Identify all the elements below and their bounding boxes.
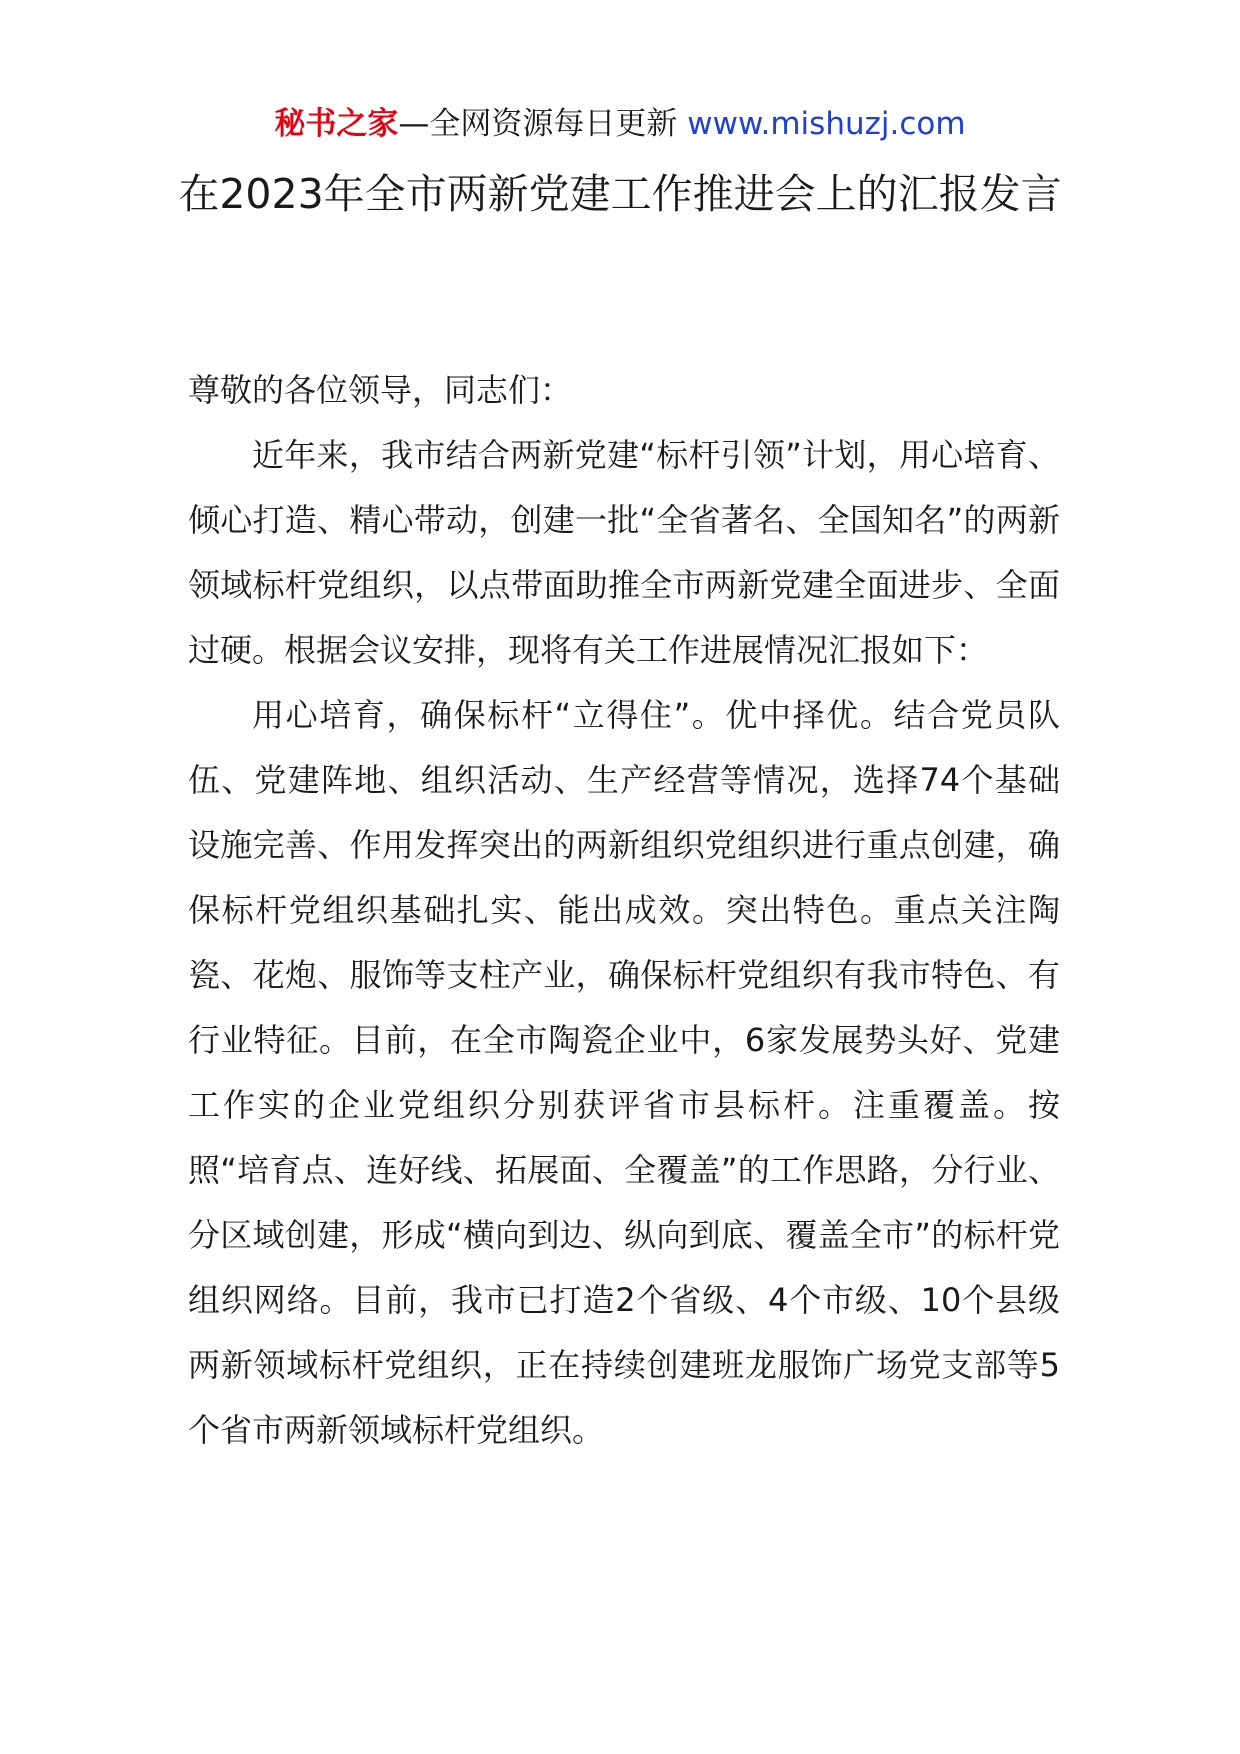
document-body [188,358,1060,1463]
site-url-link[interactable]: www.mishuzj.com [687,106,966,142]
brand-name: 秘书之家 [274,106,399,142]
header-tagline: —全网资源每日更新 [398,106,678,142]
paragraph-intro: 近年来，我市结合两新党建“标杆引领”计划，用心培育、倾心打造、精心带动，创建一批“全省著名、全国知名”的两新领域标杆党组织，以点带面助推全市两新党建全面进步、全面过硬。根据会议安排，现将有关工作进展情况汇报如下： [188,436,1060,669]
document-title: 在2023年全市两新党建工作推进会上的汇报发言 [178,170,1062,218]
salutation: 尊敬的各位领导，同志们： [188,371,573,409]
paragraph-cultivation: 用心培育，确保标杆“立得住”。优中择优。结合党员队伍、党建阵地、组织活动、生产经营等情况，选择74个基础设施完善、作用发挥突出的两新组织党组织进行重点创建，确保标杆党组织基础扎实、能出成效。突出特色。重点关注陶瓷、花炮、服饰等支柱产业，确保标杆党组织有我市特色、有行业特征。目前，在全市陶瓷企业中，6家发展势头好、党建工作实的企业党组织分别获评省市县标杆。注重覆盖。按照“培育点、连好线、拓展面、全覆盖”的工作思路，分行业、分区域创建，形成“横向到边、纵向到底、覆盖全市”的标杆党组织网络。目前，我市已打造2个省级、4个市级、10个县级两新领域标杆党组织，正在持续创建班龙服饰广场党支部等5个省市两新领域标杆党组织。 [188,696,1060,1449]
site-header [0,100,1240,148]
